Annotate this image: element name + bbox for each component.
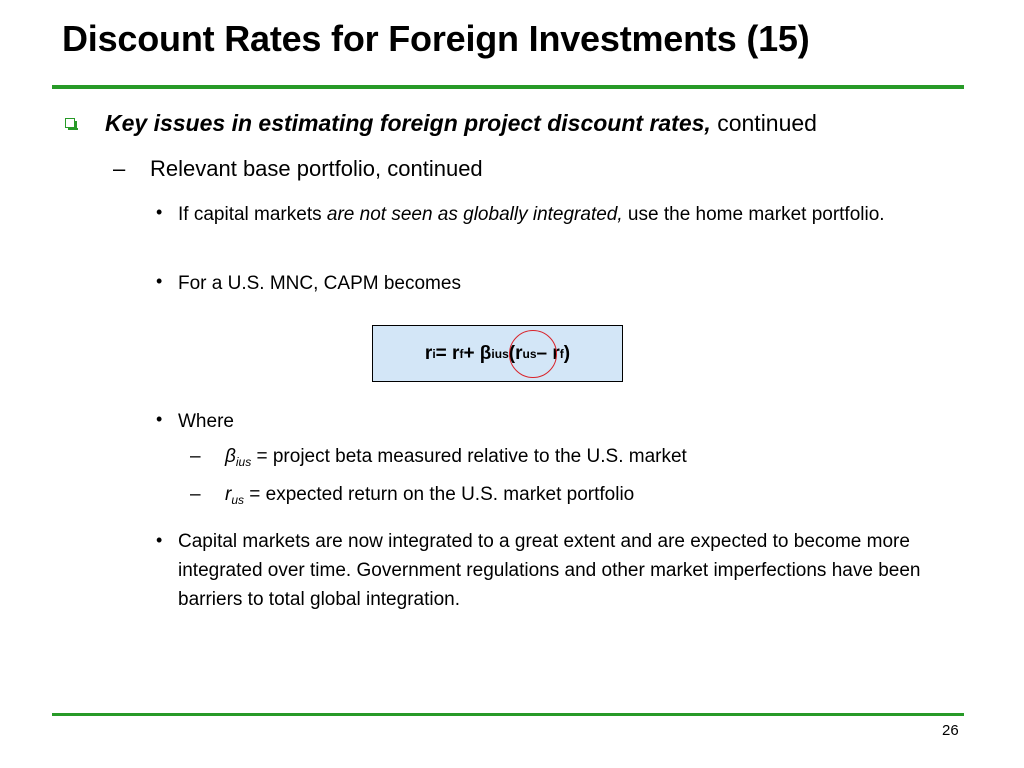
definition-dash: – (190, 484, 201, 505)
highlight-circle (509, 330, 557, 378)
symbol-sub: ius (235, 455, 252, 469)
definition-text: = project beta measured relative to the U.S. market (251, 446, 687, 467)
level2-dash: – (113, 156, 126, 181)
page-number: 26 (942, 722, 959, 739)
bullet-dot: • (156, 202, 163, 222)
bullet-dot: • (156, 271, 163, 291)
bullet-where: Where (178, 411, 234, 432)
definition-rus (225, 484, 634, 507)
formula-sub: i (432, 346, 436, 361)
capm-formula-box (372, 325, 623, 382)
bullet-dot: • (156, 530, 163, 550)
symbol-base: β (225, 446, 236, 467)
formula-sub: us (522, 346, 537, 361)
level1-rest: continued (710, 110, 817, 136)
symbol-sub: us (231, 493, 245, 507)
definition-symbol (225, 446, 251, 467)
formula-sub: f (459, 346, 464, 361)
level2-text: Relevant base portfolio, continued (150, 156, 483, 181)
formula-part: + β (463, 342, 492, 364)
symbol-base: r (225, 484, 232, 505)
definition-symbol (225, 484, 244, 505)
level1-bullet-text (105, 110, 817, 137)
bullet-integration: Capital markets are now integrated to a great extent and are expected to become more integrated over time. Government regulations and other market imperfections have been barriers to total global integration. (178, 531, 921, 610)
formula-part: (r (508, 342, 523, 364)
title-divider (52, 85, 964, 89)
square-bullet-icon (65, 118, 75, 128)
bullet-home-market-italic: are not seen as globally integrated, (326, 204, 623, 225)
bullet-home-market-after: use the home market portfolio. (622, 204, 885, 225)
slide-title: Discount Rates for Foreign Investments (15) (62, 18, 810, 59)
formula-sub: ius (491, 346, 509, 361)
formula-sub: f (559, 346, 564, 361)
definition-beta (225, 446, 687, 469)
footer-divider (52, 713, 964, 716)
bullet-home-market (178, 200, 938, 229)
bullet-capm: For a U.S. MNC, CAPM becomes (178, 273, 461, 294)
definition-dash: – (190, 446, 201, 467)
level1-emphasis: Key issues in estimating foreign project discount rates, (105, 110, 711, 136)
formula-part: r (424, 342, 433, 364)
bullet-home-market-before: If capital markets (178, 204, 327, 225)
formula-part: – r (536, 342, 560, 364)
bullet-dot: • (156, 409, 163, 429)
formula-part: ) (563, 342, 571, 364)
formula-part: = r (435, 342, 460, 364)
definition-text: = expected return on the U.S. market portfolio (244, 484, 635, 505)
